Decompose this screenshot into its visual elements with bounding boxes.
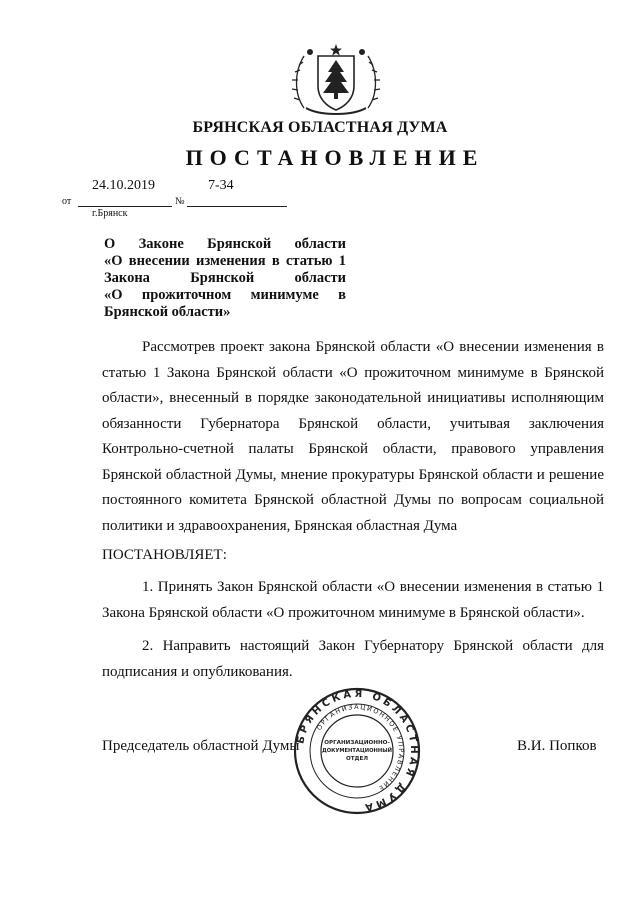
resolution-items <box>102 575 604 693</box>
signatory-name: В.И. Попков <box>517 738 597 754</box>
date-underline <box>78 206 172 207</box>
org-title: БРЯНСКАЯ ОБЛАСТНАЯ ДУМА <box>192 119 448 136</box>
subject-line: «О внесении изменения в статью 1 <box>104 253 346 269</box>
seal-outer-text: БРЯНСКАЯ ОБЛАСТНАЯ ДУМА <box>295 688 420 813</box>
regional-coat-of-arms-icon <box>290 42 382 118</box>
resolves-heading: ПОСТАНОВЛЯЕТ: <box>102 547 227 563</box>
seal-center-line: ДОКУМЕНТАЦИОННЫЙ <box>322 748 392 754</box>
subject-line: О Законе Брянской области <box>104 236 346 252</box>
seal-center-line: ОРГАНИЗАЦИОННО- <box>324 740 390 746</box>
city-label: г.Брянск <box>92 208 128 219</box>
subject-line: Закона Брянской области <box>104 270 346 286</box>
seal-inner-text: ОРГАНИЗАЦИОННОЕ УПРАВЛЕНИЕ <box>315 702 406 794</box>
subject-line: Брянской области» <box>104 304 231 320</box>
document-type: ПОСТАНОВЛЕНИЕ <box>185 145 485 170</box>
document-subject <box>104 236 346 321</box>
official-seal-icon <box>292 686 422 816</box>
document-number: 7-34 <box>208 178 234 193</box>
resolution-item: 2. Направить настоящий Закон Губернатору Брянской области для подписания и опубликования. <box>102 638 604 680</box>
seal-center-line: ОТДЕЛ <box>345 756 369 762</box>
date-prefix: от <box>62 196 72 207</box>
resolution-item: 1. Принять Закон Брянской области «О внесении изменения в статью 1 Закона Брянской области «О прожиточном минимуме в Брянской области». <box>102 579 604 621</box>
signatory-role: Председатель областной Думы <box>102 738 300 754</box>
number-prefix: № <box>175 196 185 207</box>
subject-line: «О прожиточном минимуме в <box>104 287 346 303</box>
preamble-paragraph: Рассмотрев проект закона Брянской области «О внесении изменения в статью 1 Закона Брянской области «О прожиточном минимуме в Брянской области», внесенный в порядке законодательной инициативы исполняющим обязанности Губернатора Брянской области, учитывая заключения Контрольно-счетной палаты Брянской области, правового управления Брянской областной Думы, мнение прокуратуры Брянской области и решение постоянного комитета Брянской областной Думы по вопросам социальной политики и здравоохранения, Брянская областная Дума <box>102 339 604 534</box>
number-underline <box>187 206 287 207</box>
document-date: 24.10.2019 <box>92 178 155 193</box>
